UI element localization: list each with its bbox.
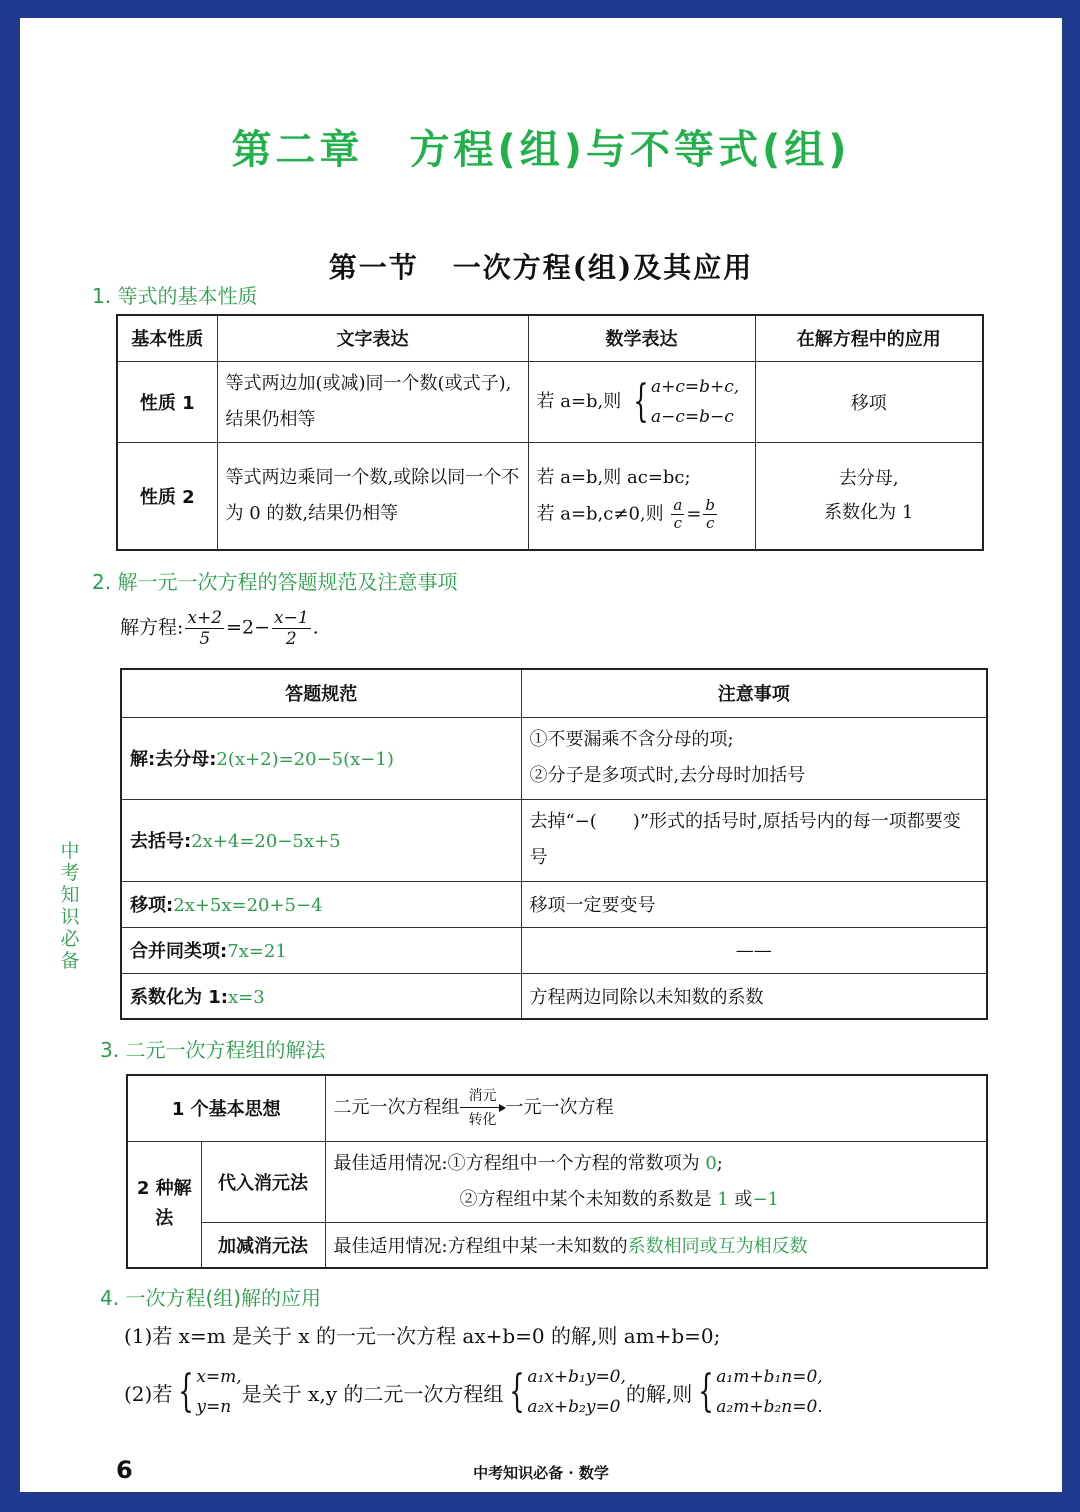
app-text: 的解,则 <box>625 1381 693 1406</box>
app-text: 是关于 x,y 的二元一次方程组 <box>241 1381 504 1406</box>
heading-3: 3. 二元一次方程组的解法 <box>100 1038 326 1062</box>
note-cell: 去掉“−( )”形式的括号时,原括号内的每一项都要变号 <box>521 799 987 881</box>
equation-system <box>503 1362 626 1422</box>
heading-4: 4. 一次方程(组)解的应用 <box>100 1286 322 1310</box>
step-cell <box>121 927 521 973</box>
equation-end: . <box>312 616 319 639</box>
system-row: x=m, <box>196 1367 242 1387</box>
fraction <box>272 608 311 649</box>
page-number: 6 <box>116 1456 133 1484</box>
equation <box>120 608 319 649</box>
fraction <box>703 497 717 532</box>
step-cell <box>121 799 521 881</box>
table-header: 基本性质 <box>117 315 217 361</box>
property-text: 等式两边乘同一个数,或除以同一个不为 0 的数,结果仍相等 <box>217 442 528 550</box>
equation-label: 解方程: <box>120 616 184 639</box>
properties-table <box>116 314 984 551</box>
equation-system <box>692 1362 822 1422</box>
table-header: 数学表达 <box>528 315 755 361</box>
section-name: 一次方程(组)及其应用 <box>452 251 754 284</box>
math-prefix: 若 a=b,则 <box>536 390 622 412</box>
table-row <box>121 717 987 799</box>
property-name: 性质 2 <box>117 442 217 550</box>
equation-system <box>172 1362 241 1422</box>
application-line-1: (1)若 x=m 是关于 x 的一元一次方程 ax+b=0 的解,则 am+b=0; <box>124 1324 721 1348</box>
equation-system <box>627 372 739 432</box>
step-label: 系数化为 1: <box>130 986 228 1008</box>
step-label: 合并同类项: <box>130 941 228 962</box>
system-row: a₁m+b₁n=0, <box>716 1367 823 1387</box>
property-math <box>528 442 755 550</box>
page <box>20 18 1062 1492</box>
math-line-text: 若 a=b,c≠0,则 <box>536 503 664 525</box>
system-row: a₂m+b₂n=0. <box>716 1397 823 1417</box>
step-expression: 2x+4=20−5x+5 <box>191 831 341 852</box>
table-header-row <box>121 669 987 717</box>
table-header-row <box>117 315 983 361</box>
application-line-2 <box>124 1362 823 1422</box>
property-name: 性质 1 <box>117 361 217 442</box>
denominator: c <box>673 514 683 533</box>
brace-icon: { <box>633 375 649 427</box>
note-line: ①不要漏乘不含分母的项; <box>529 729 734 750</box>
method-highlight: 互为相反数 <box>717 1235 808 1257</box>
method-text: ②方程组中某个未知数的系数是 <box>459 1188 718 1210</box>
table-row <box>117 442 983 550</box>
table-header: 文字表达 <box>217 315 528 361</box>
method-text: ; <box>716 1152 723 1174</box>
transform-arrow-icon <box>460 1088 506 1128</box>
methods-label: 2 种解法 <box>127 1141 201 1268</box>
fraction <box>671 497 684 532</box>
idea-right: 一元一次方程 <box>505 1097 614 1119</box>
system-row: a−c=b−c <box>651 406 734 427</box>
numerator: a <box>673 496 683 515</box>
equals-sign: = <box>686 503 702 525</box>
brace-icon: { <box>698 1366 714 1417</box>
method-name: 代入消元法 <box>201 1141 325 1222</box>
note-cell: —— <box>521 927 987 973</box>
step-expression: 7x=21 <box>227 941 287 962</box>
chapter-name: 方程(组)与不等式(组) <box>409 127 851 173</box>
idea-label: 1 个基本思想 <box>127 1075 325 1141</box>
application-line: 系数化为 1 <box>824 501 914 523</box>
arrow-bottom-label: 转化 <box>468 1112 497 1129</box>
idea-content <box>325 1075 987 1141</box>
system-row: a+c=b+c, <box>651 376 740 397</box>
denominator: 5 <box>199 629 211 649</box>
method-name: 加减消元法 <box>201 1222 325 1268</box>
chapter-number: 第二章 <box>231 127 364 173</box>
arrow-top-label: 消元 <box>468 1088 497 1105</box>
equation-part: =2− <box>226 616 270 639</box>
table-row <box>117 361 983 442</box>
note-cell <box>521 717 987 799</box>
section-number: 第一节 <box>328 251 419 284</box>
footer: 中考知识必备 · 数学 <box>473 1464 609 1482</box>
denominator: 2 <box>285 629 297 649</box>
property-math <box>528 361 755 442</box>
numerator: b <box>705 496 716 515</box>
table-row <box>127 1222 987 1268</box>
step-expression: 2x+5x=20+5−4 <box>173 895 323 916</box>
step-label: 移项: <box>130 895 174 916</box>
step-cell <box>121 717 521 799</box>
property-application: 移项 <box>755 361 983 442</box>
methods-table <box>126 1074 988 1269</box>
table-header: 在解方程中的应用 <box>755 315 983 361</box>
step-expression: 2(x+2)=20−5(x−1) <box>216 749 394 770</box>
sidebar-label: 中考知识必备 <box>60 840 80 972</box>
table-row <box>121 927 987 973</box>
method-text: 或 <box>728 1188 753 1210</box>
method-text: ①方程组中一个方程的常数项为 <box>447 1152 706 1174</box>
heading-2: 2. 解一元一次方程的答题规范及注意事项 <box>92 570 458 594</box>
method-text: 或 <box>699 1235 718 1257</box>
step-label: 解:去分母: <box>130 749 217 770</box>
system-row: y=n <box>196 1397 232 1417</box>
table-header: 注意事项 <box>521 669 987 717</box>
application-line: 去分母, <box>838 467 899 489</box>
brace-icon: { <box>178 1366 195 1417</box>
fraction <box>185 608 224 649</box>
step-expression: x=3 <box>228 986 265 1008</box>
step-cell <box>121 881 521 927</box>
table-row <box>121 973 987 1019</box>
table-header: 答题规范 <box>121 669 521 717</box>
numerator: x−1 <box>274 608 309 628</box>
system-row: a₁x+b₁y=0, <box>527 1367 626 1387</box>
app-prefix: (2)若 <box>124 1381 173 1406</box>
denominator: c <box>706 514 715 533</box>
chapter-title <box>20 118 1062 175</box>
property-text: 等式两边加(或减)同一个数(或式子),结果仍相等 <box>217 361 528 442</box>
method-content <box>325 1141 987 1222</box>
table-row <box>121 881 987 927</box>
note-line: ②分子是多项式时,去分母时加括号 <box>529 765 806 786</box>
note-cell: 方程两边同除以未知数的系数 <box>521 973 987 1019</box>
step-label: 去括号: <box>130 831 192 852</box>
heading-1: 1. 等式的基本性质 <box>92 284 258 308</box>
step-cell <box>121 973 521 1019</box>
system-row: a₂x+b₂y=0 <box>527 1397 621 1417</box>
method-prefix: 最佳适用情况: <box>333 1152 448 1174</box>
solving-table <box>120 668 988 1020</box>
table-row <box>121 799 987 881</box>
table-row <box>127 1141 987 1222</box>
numerator: x+2 <box>187 608 223 628</box>
property-application <box>755 442 983 550</box>
math-line: 若 a=b,则 ac=bc; <box>536 467 691 489</box>
table-row <box>127 1075 987 1141</box>
brace-icon: { <box>509 1366 526 1417</box>
method-highlight: −1 <box>752 1188 779 1210</box>
method-highlight: 1 <box>717 1188 729 1210</box>
math-line-2 <box>537 497 747 532</box>
note-cell: 移项一定要变号 <box>521 881 987 927</box>
method-highlight: 0 <box>705 1152 717 1174</box>
method-text: 最佳适用情况:方程组中某一未知数的 <box>333 1235 628 1257</box>
method-content <box>325 1222 987 1268</box>
method-highlight: 系数相同 <box>627 1235 700 1257</box>
idea-left: 二元一次方程组 <box>333 1097 460 1119</box>
